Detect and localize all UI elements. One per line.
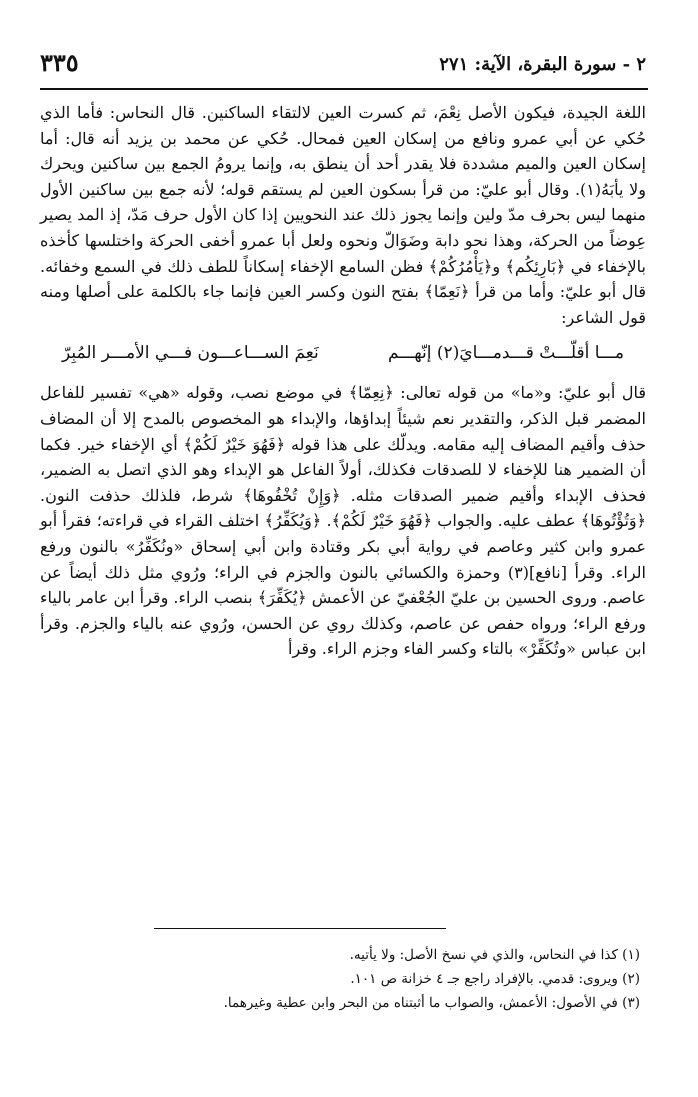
footnote-divider	[154, 928, 446, 929]
verse-second-hemistich: نَعِمَ الســـاعـــون فـــي الأمـــر المُبِرّ	[62, 343, 319, 364]
footnotes	[40, 943, 640, 1015]
page-header	[40, 48, 646, 84]
paragraph-2: قال أبو عليّ: و«ما» من قوله تعالى: ﴿نِعِمّا﴾ في موضع نصب، وقوله «هي» تفسير للفاعل المضمر قبل الذكر، والتقدير نعم شيئاً إبداؤها، والإبداء هو المخصوص بالمدح إلا أن المضاف حذف وأقيم المضاف إليه مقامه. ويدلّك على هذا قوله ﴿فَهُوَ خَيْرٌ لَكُمْ﴾ أي الإخفاء خير. فكما أن الضمير هنا للإخفاء لا للصدقات فكذلك، أولاً الفاعل هو الإبداء وهو الذي اتصل به الضمير، فحذف الإبداء وأقيم ضمير الصدقات مثله. ﴿وَإِنْ تُخْفُوهَا﴾ شرط، فلذلك حذفت النون. ﴿وَتُؤْتُوهَا﴾ عطف عليه. والجواب ﴿فَهُوَ خَيْرٌ لَكُمْ﴾. ﴿وَيُكَفِّرُ﴾ اختلف القراء في قراءته؛ فقرأ أبو عمرو وابن كثير وعاصم في رواية أبي بكر وقتادة وابن أبي إسحاق «ونُكَفِّرُ» بالنون ورفع الراء. وقرأ [نافع](٣) وحمزة والكسائي بالنون والجزم في الراء؛ ورُوي مثل ذلك أيضاً عن عاصم. وروى الحسين بن عليّ الجُعْفيّ عن الأعمش ﴿يُكَفِّرَ﴾ بنصب الراء. وقرأ ابن عامر بالياء ورفع الراء؛ ورواه حفص عن عاصم، وكذلك روي عن الحسن، ورُوي عنه بالياء والجزم. وقرأ ابن عباس «وتُكَفِّرْ» بالتاء وكسر الفاء وجزم الراء. وقرأ	[40, 383, 647, 659]
footnote-3: (٣) في الأصول: الأعمش، والصواب ما أثبتناه من البحر وابن عطية وغيرهما.	[223, 995, 640, 1011]
paragraph-1: اللغة الجيدة، فيكون الأصل نِعْمَ، ثم كسرت العين لالتقاء الساكنين. قال النحاس: فأما الذي حُكي عن أبي عمرو ونافع من إسكان العين فمحال. حُكي عن محمد بن يزيد أنه قال: أما إسكان العين والميم مشددة فلا يقدر أحد أن ينطق به، وإنما يرومُ الجمع بين ساكنين ويحرك ولا يأبَهُ(١). وقال أبو عليّ: من قرأ بسكون العين لم يستقم قوله؛ لأنه جمع بين ساكنين الأول منهما ليس بحرف مدّ ولين وإنما يجوز ذلك عند النحويين إذا كان الأول حرف مَدّ، إذ المد يصير عِوضاً من الحركة، وهذا نحو دابة وضَوَالّ ونحوه ولعل أبا عمرو أخفى الحركة واختلسها كأخذه بالإخفاء في ﴿بَارِئِكُم﴾ و﴿يَأْمُرُكُمْ﴾ فظن السامع الإخفاء إسكاناً للطف ذلك في السمع وخفائه. قال أبو عليّ: وأما من قرأ ﴿نَعِمّا﴾ بفتح النون وكسر العين فإنما جاء بالكلمة على أصلها ومنه قول الشاعر:	[40, 103, 647, 327]
main-text	[40, 100, 646, 662]
poetry-verse	[62, 340, 624, 366]
verse-first-hemistich: مـــا أقلّـــتْ قـــدمـــايَ(٢) إنّهـــم	[387, 343, 624, 364]
running-title: ٢ - سورة البقرة، الآية: ٢٧١	[439, 54, 646, 75]
header-divider	[40, 88, 648, 90]
page-number: ٣٣٥	[40, 48, 79, 77]
footnote-2: (٢) ويروى: قدمي. بالإفراد راجع جـ ٤ خزانة ص ١٠١.	[350, 971, 640, 987]
footnote-1: (١) كذا في النحاس، والذي في نسخ الأصل: ولا يأتيه.	[349, 947, 640, 963]
